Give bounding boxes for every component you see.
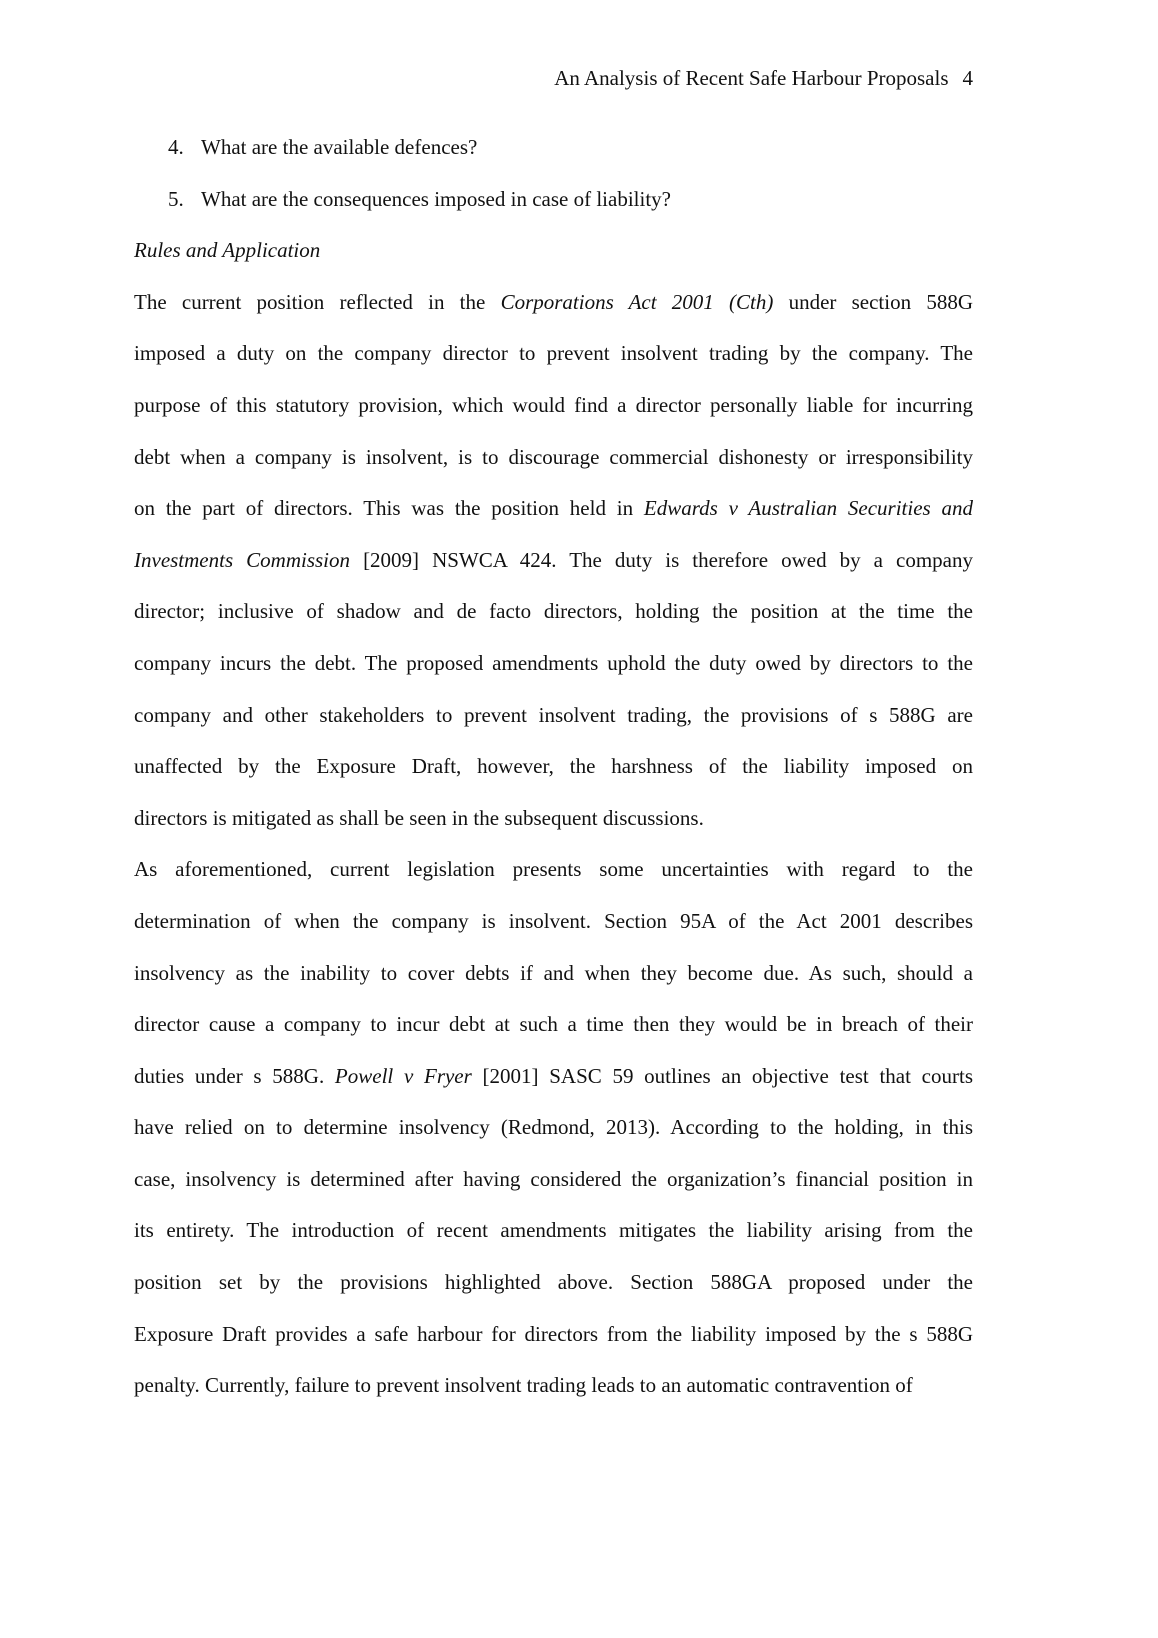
text-segment: determination of when the company is insolvent. Section 95A of the Act 2001 describes <box>134 908 973 933</box>
text-segment: its entirety. The introduction of recent amendments mitigates the liability arising from the <box>134 1218 973 1243</box>
italic-citation: Edwards v Australian Securities and <box>643 496 973 521</box>
text-segment: company and other stakeholders to prevent insolvent trading, the provisions of s 588G are <box>134 702 973 727</box>
text-line <box>134 1371 973 1423</box>
paragraph <box>134 855 973 1423</box>
text-segment: The current position reflected in the <box>134 289 501 314</box>
text-segment: duties under s 588G. <box>134 1063 335 1088</box>
italic-citation: Powell v Fryer <box>334 1063 472 1088</box>
text-segment: director; inclusive of shadow and de facto directors, holding the position at the time the <box>134 599 973 624</box>
italic-citation: Corporations Act 2001 (Cth) <box>500 289 774 314</box>
text-segment: As aforementioned, current legislation presents some uncertainties with regard to the <box>134 857 973 882</box>
page-number: 4 <box>962 66 973 90</box>
text-segment: directors is mitigated as shall be seen in the subsequent discussions. <box>134 805 704 830</box>
list-item <box>134 133 973 185</box>
text-line <box>134 1010 973 1062</box>
text-line <box>134 391 973 443</box>
list-item <box>134 185 973 237</box>
text-segment: under section 588G <box>773 289 973 314</box>
text-line <box>134 546 973 598</box>
text-segment: case, insolvency is determined after having considered the organization’s financial position in <box>134 1166 973 1191</box>
text-segment: imposed a duty on the company director to prevent insolvent trading by the company. The <box>134 341 973 366</box>
list-text: What are the available defences? <box>201 135 478 159</box>
text-line <box>134 597 973 649</box>
text-line <box>134 443 973 495</box>
text-line <box>134 1268 973 1320</box>
text-segment: on the part of directors. This was the position held in <box>134 496 644 521</box>
text-line <box>134 804 973 856</box>
text-line <box>134 494 973 546</box>
text-segment: position set by the provisions highlighted above. Section 588GA proposed under the <box>134 1270 973 1295</box>
text-segment: purpose of this statutory provision, which would find a director personally liable for incurring <box>134 392 973 417</box>
text-line <box>134 1113 973 1165</box>
text-line <box>134 1216 973 1268</box>
text-line <box>134 907 973 959</box>
text-line <box>134 701 973 753</box>
text-line <box>134 1320 973 1372</box>
paragraph <box>134 288 973 856</box>
text-line <box>134 1062 973 1114</box>
text-line <box>134 288 973 340</box>
text-segment: director cause a company to incur debt at such a time then they would be in breach of their <box>134 1012 973 1037</box>
text-segment: debt when a company is insolvent, is to discourage commercial dishonesty or irresponsibility <box>134 444 973 469</box>
text-segment: penalty. Currently, failure to prevent insolvent trading leads to an automatic contravention of <box>134 1373 913 1398</box>
list-number: 4. <box>168 135 184 159</box>
document-body <box>134 133 973 1423</box>
section-heading: Rules and Application <box>134 238 321 263</box>
italic-citation: Investments Commission <box>134 547 351 572</box>
text-line <box>134 752 973 804</box>
list-text: What are the consequences imposed in case of liability? <box>201 186 671 211</box>
text-segment: [2001] SASC 59 outlines an objective test that courts <box>471 1063 973 1088</box>
running-header <box>554 66 973 91</box>
text-line <box>134 649 973 701</box>
text-segment: unaffected by the Exposure Draft, however, the harshness of the liability imposed on <box>134 754 973 779</box>
text-line <box>134 1165 973 1217</box>
text-segment: insolvency as the inability to cover debts if and when they become due. As such, should a <box>134 960 973 985</box>
text-line <box>134 855 973 907</box>
running-header-title: An Analysis of Recent Safe Harbour Proposals <box>554 66 949 90</box>
text-segment: company incurs the debt. The proposed amendments uphold the duty owed by directors to the <box>134 650 973 675</box>
text-segment: [2009] NSWCA 424. The duty is therefore owed by a company <box>350 547 973 572</box>
text-segment: have relied on to determine insolvency (Redmond, 2013). According to the holding, in this <box>134 1115 973 1140</box>
text-segment: Exposure Draft provides a safe harbour for directors from the liability imposed by the s 588G <box>134 1321 973 1346</box>
text-line <box>134 339 973 391</box>
text-line <box>134 959 973 1011</box>
list-number: 5. <box>168 186 184 211</box>
